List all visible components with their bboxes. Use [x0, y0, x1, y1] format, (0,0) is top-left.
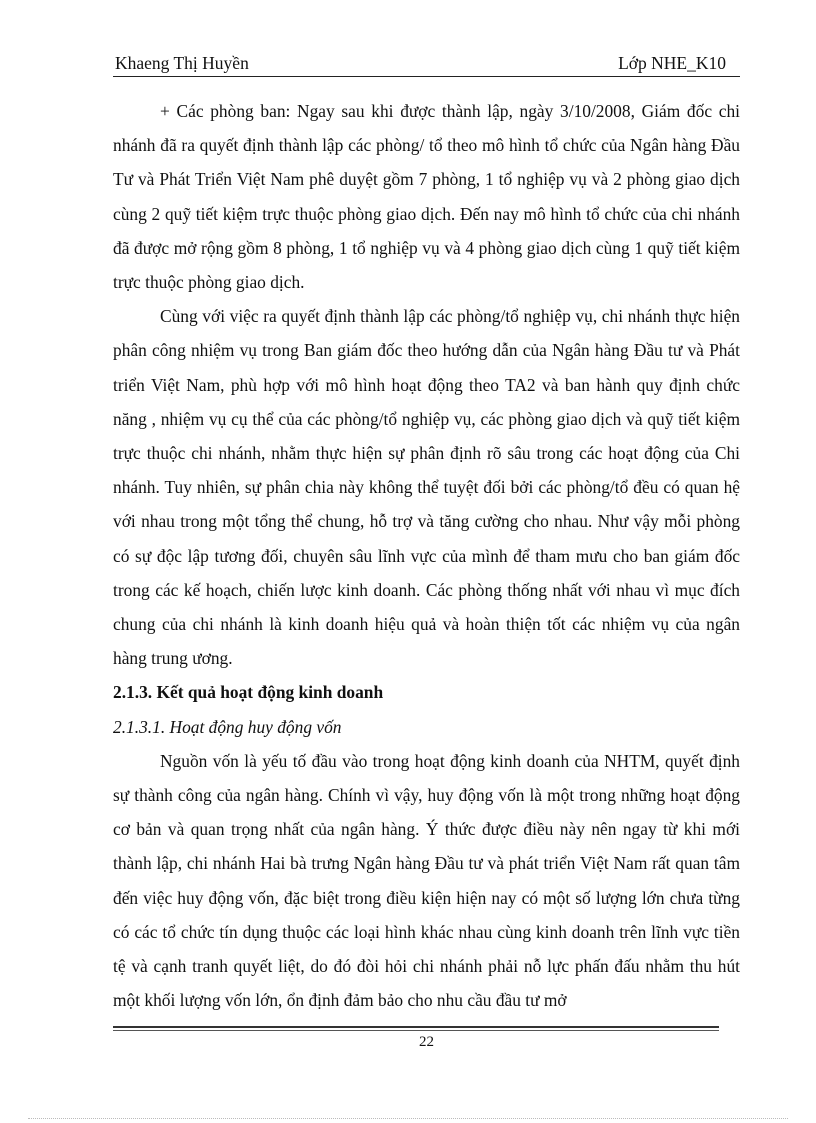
header-divider [113, 76, 740, 77]
paragraph-departments: + Các phòng ban: Ngay sau khi được thành lập, ngày 3/10/2008, Giám đốc chi nhánh đã ra quyết định thành lập các phòng/ tổ theo mô hình tổ chức của Ngân hàng Đầu Tư và Phát Triển Việt Nam phê duyệt gồm 7 phòng, 1 tổ nghiệp vụ và 2 phòng giao dịch cùng 2 quỹ tiết kiệm trực thuộc phòng giao dịch. Đến nay mô hình tổ chức của chi nhánh đã được mở rộng gồm 8 phòng, 1 tổ nghiệp vụ và 4 phòng giao dịch cùng 1 quỹ tiết kiệm trực thuộc phòng giao dịch. [113, 101, 740, 293]
subsection-heading: 2.1.3.1. Hoạt động huy động vốn [113, 716, 342, 737]
page-number: 22 [419, 1034, 434, 1050]
paragraph-assignment: Cùng với việc ra quyết định thành lập các phòng/tổ nghiệp vụ, chi nhánh thực hiện phân công nhiệm vụ trong Ban giám đốc theo hướng dẫn của Ngân hàng Đầu tư và Phát triển Việt Nam, phù hợp với mô hình hoạt động theo TA2 và ban hành quy định chức năng , nhiệm vụ cụ thể của các phòng/tổ nghiệp vụ, các phòng giao dịch và quỹ tiết kiệm trực thuộc chi nhánh, nhằm thực hiện sự phân định rõ sâu trong các hoạt động của Chi nhánh. Tuy nhiên, sự phân chia này không thể tuyệt đối bởi các phòng/tổ đều có quan hệ với nhau trong một tổng thể chung, hỗ trợ và tăng cường cho nhau. Như vậy mỗi phòng có sự độc lập tương đối, chuyên sâu lĩnh vực của mình để tham mưu cho ban giám đốc trong các kế hoạch, chiến lược kinh doanh. Các phòng thống nhất với nhau vì mục đích chung của chi nhánh là kinh doanh hiệu quả và hoàn thiện tốt các nhiệm vụ của ngân hàng trung ương. [113, 306, 740, 669]
page-edge-divider [28, 1118, 788, 1119]
paragraph-capital: Nguồn vốn là yếu tố đầu vào trong hoạt động kinh doanh của NHTM, quyết định sự thành công của ngân hàng. Chính vì vậy, huy động vốn là một trong những hoạt động cơ bản và quan trọng nhất của ngân hàng. Ý thức được điều này nên ngay từ khi mới thành lập, chi nhánh Hai bà trưng Ngân hàng Đầu tư và phát triển Việt Nam rất quan tâm đến việc huy động vốn, đặc biệt trong điều kiện hiện nay có một số lượng lớn chưa từng có các tổ chức tín dụng thuộc các loại hình khác nhau cùng kinh doanh trên lĩnh vực tiền tệ và cạnh tranh quyết liệt, do đó đòi hỏi chi nhánh phải nỗ lực phấn đấu nhằm thu hút một khối lượng vốn lớn, ổn định đảm bảo cho nhu cầu đầu tư mở [113, 750, 740, 1011]
footer-divider-thick [113, 1026, 719, 1028]
header-class-label: Lớp NHE_K10 [618, 53, 726, 73]
document-body [113, 94, 740, 1017]
footer-divider-thin [113, 1030, 719, 1031]
page-header [113, 52, 740, 76]
header-author: Khaeng Thị Huyền [115, 53, 249, 73]
section-heading: 2.1.3. Kết quả hoạt động kinh doanh [113, 682, 384, 703]
